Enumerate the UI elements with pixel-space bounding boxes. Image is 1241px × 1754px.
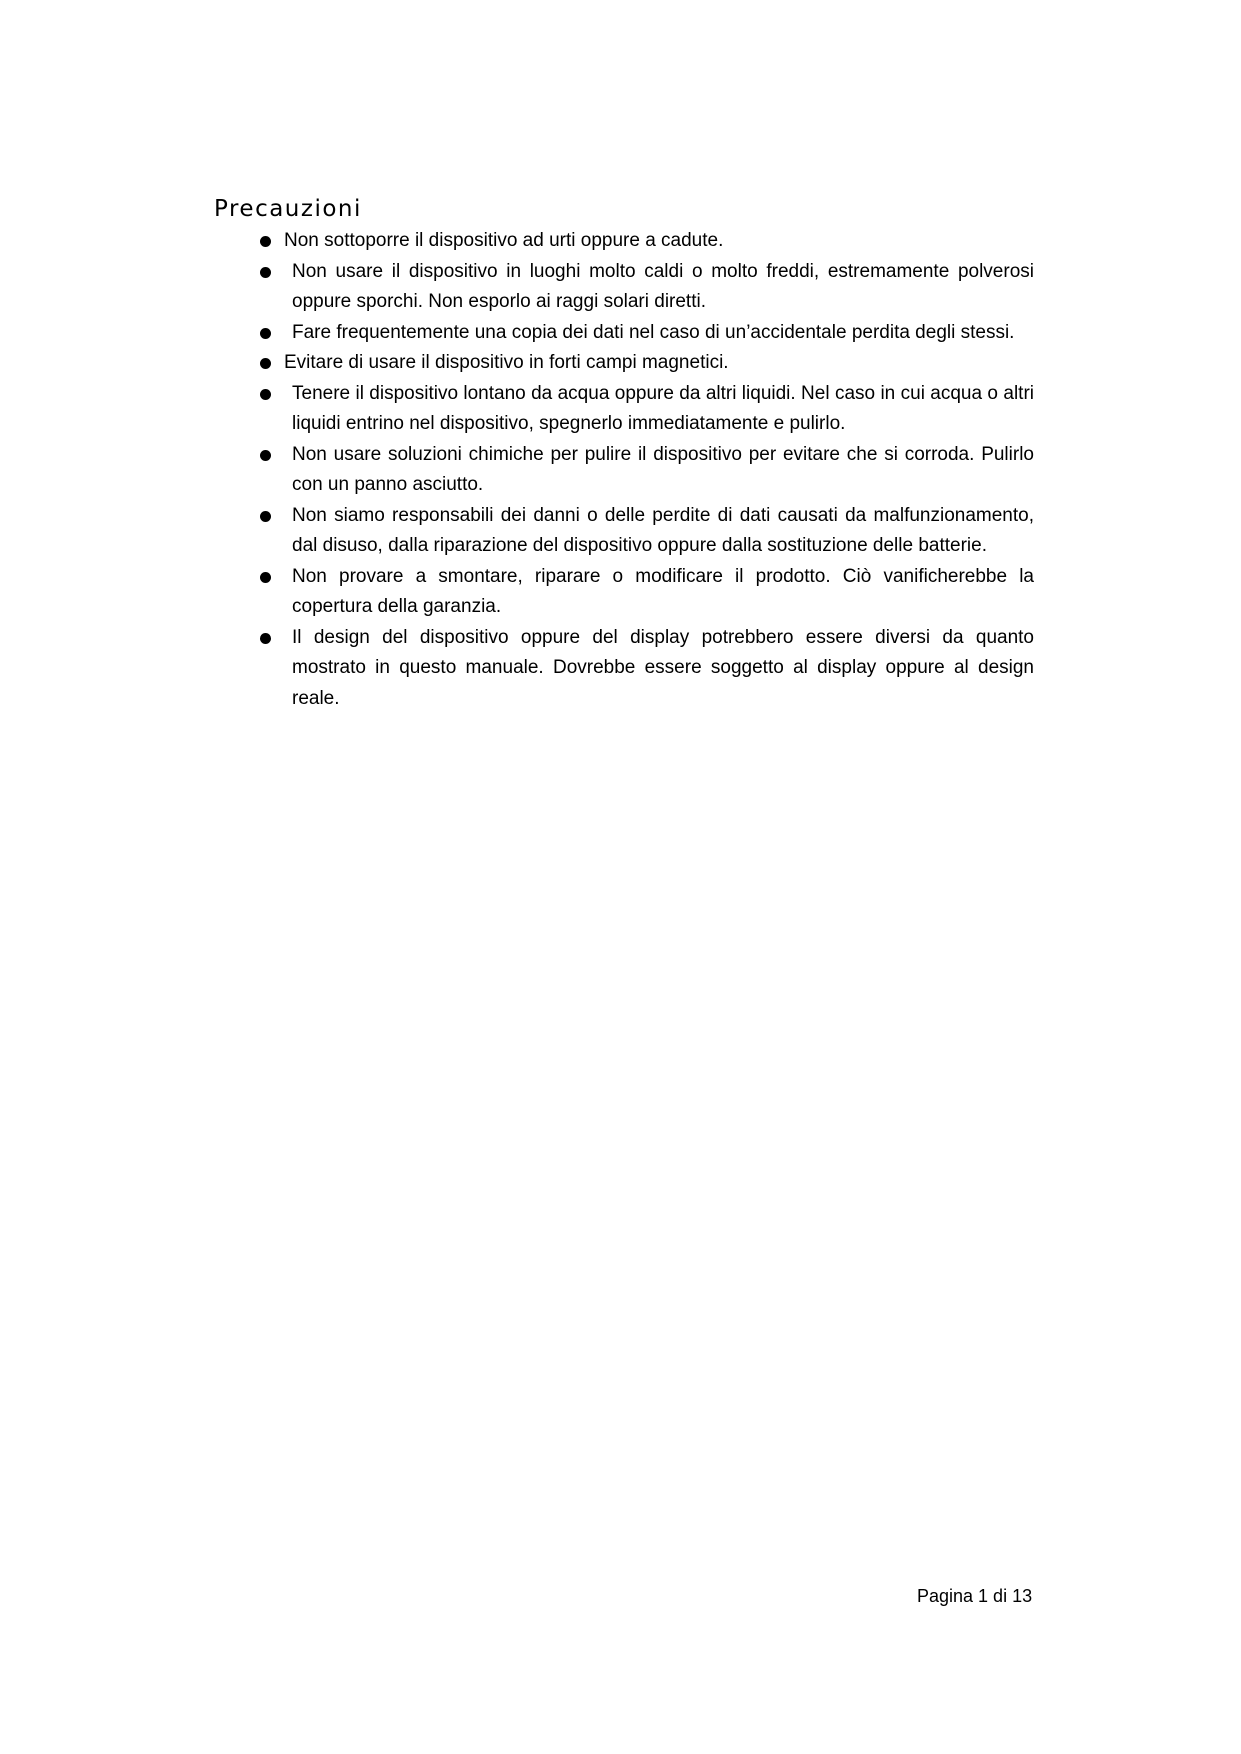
page-number: Pagina 1 di 13 [917, 1586, 1033, 1606]
list-item [258, 501, 1034, 562]
list-item-text: Non usare soluzioni chimiche per pulire il dispositivo per evitare che si corroda. Pulirlo con un panno asciutto. [292, 443, 1034, 495]
list-item-text: Tenere il dispositivo lontano da acqua oppure da altri liquidi. Nel caso in cui acqua o altri liquidi entrino nel dispositivo, spegnerlo immediatamente e pulirlo. [292, 382, 1034, 434]
list-item [258, 348, 1034, 379]
bullet-icon [260, 511, 271, 522]
precaution-list [258, 226, 1034, 714]
list-item-text: Non sottoporre il dispositivo ad urti oppure a cadute. [284, 230, 724, 251]
list-item [258, 226, 1034, 257]
list-item [258, 623, 1034, 715]
bullet-icon [260, 267, 271, 278]
bullet-icon [260, 572, 271, 583]
list-item-text: Non provare a smontare, riparare o modificare il prodotto. Ciò vanificherebbe la copertura della garanzia. [292, 565, 1034, 617]
bullet-icon [260, 633, 271, 644]
list-item-text: Fare frequentemente una copia dei dati nel caso di un’accidentale perdita degli stessi. [292, 321, 1015, 343]
list-item-text: Non usare il dispositivo in luoghi molto caldi o molto freddi, estremamente polverosi oppure sporchi. Non esporlo ai raggi solari diretti. [292, 260, 1034, 312]
list-item [258, 318, 1034, 349]
list-item-text: Non siamo responsabili dei danni o delle perdite di dati causati da malfunzionamento, dal disuso, dalla riparazione del dispositivo oppure dalla sostituzione delle batterie. [292, 504, 1034, 556]
bullet-icon [260, 328, 271, 339]
list-item [258, 562, 1034, 623]
bullet-icon [260, 358, 271, 369]
list-item-text: Evitare di usare il dispositivo in forti campi magnetici. [284, 352, 729, 373]
bullet-icon [260, 450, 271, 461]
section-heading: Precauzioni [214, 196, 362, 222]
bullet-icon [260, 236, 271, 247]
bullet-icon [260, 389, 271, 400]
list-item [258, 379, 1034, 440]
list-item [258, 440, 1034, 501]
list-item-text: Il design del dispositivo oppure del display potrebbero essere diversi da quanto mostrato in questo manuale. Dovrebbe essere soggetto al display oppure al design reale. [292, 626, 1034, 709]
list-item [258, 257, 1034, 318]
